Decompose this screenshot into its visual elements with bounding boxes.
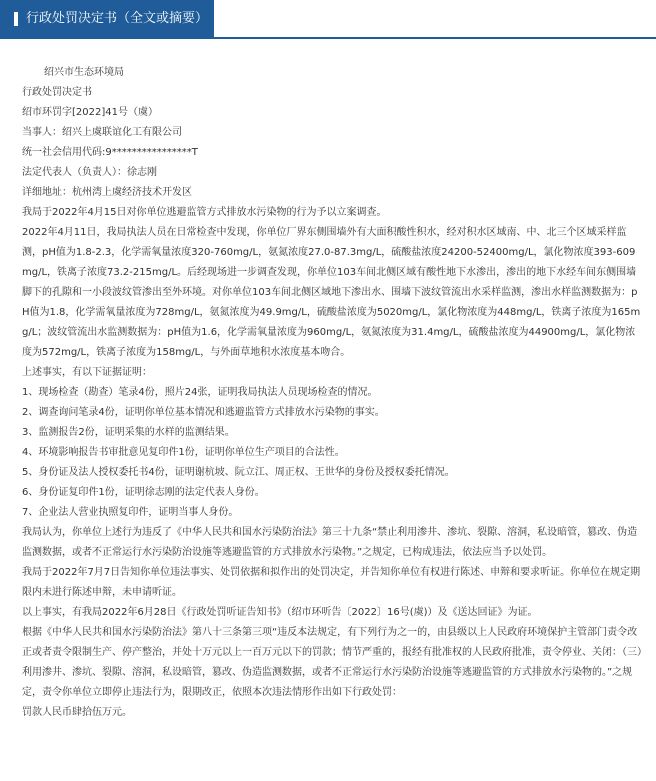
facts-paragraph: 2022年4月11日，我局执法人员在日常检查中发现，你单位厂界东侧围墙外有大面积酸性积水，经对积水区域南、中、北三个区域采样监测，pH值为1.8-2.3，化学需氧量浓度320-760mg/L，氨氮浓度27.0-87.3mg/L，硫酸盐浓度24200-52400mg/L，氯化物浓度393-609mg/L，铁离子浓度73.2-215mg/L。后经现场进一步调查发现，你单位103车间北侧区域有酸性地下水渗出，渗出的地下水经车间东侧围墙脚下的孔隙和一小段波纹管渗出至外环境。对你单位103车间北侧区域地下渗出水、围墙下波纹管流出水采样监测，渗出水样监测数据为：pH值为1.8，化学需氧量浓度为728mg/L，氨氮浓度为49.9mg/L，硫酸盐浓度为5020mg/L，氯化物浓度为448mg/L，铁离子浓度为165mg/L；波纹管流出水监测数据为：pH值为1.6，化学需氧量浓度为960mg/L，氨氮浓度为31.4mg/L，硫酸盐浓度为44900mg/L，氯化物浓度为572mg/L，铁离子浓度为158mg/L，与外面草地积水浓度基本吻合。 bbox=[22, 227, 641, 358]
page-header bbox=[0, 0, 656, 40]
credit-code: 统一社会信用代码:9****************T bbox=[22, 147, 198, 158]
title-bar-marker bbox=[14, 12, 18, 26]
evidence-item: 7、企业法人营业执照复印件，证明当事人身份。 bbox=[22, 507, 239, 518]
penalty-basis-paragraph: 根据《中华人民共和国水污染防治法》第八十三条第三项“违反本法规定，有下列行为之一的，由县级以上人民政府环境保护主管部门责令改正或者责令限制生产、停产整治，并处十万元以上一百万元以下的罚款；情节严重的，报经有批准权的人民政府批准，责令停业、关闭：（三）利用渗井、渗坑、裂隙、溶洞，私设暗管，篡改、伪造监测数据，或者不正常运行水污染防治设施等逃避监管的方式排放水污染物的。”之规定，责令你单位立即停止违法行为，限期改正，依照本次违法情形作出如下行政处罚： bbox=[22, 627, 642, 698]
document-body bbox=[22, 63, 644, 723]
section-title-tab bbox=[0, 0, 214, 37]
hearing-notice-paragraph: 以上事实，有我局2022年6月28日《行政处罚听证告知书》（绍市环听告〔2022〕16号(虞)）及《送达回证》为证。 bbox=[22, 607, 538, 618]
evidence-item: 5、身份证及法人授权委托书4份，证明谢杭坡、阮立江、周正权、王世华的身份及授权委托情况。 bbox=[22, 467, 455, 478]
evidence-item: 4、环境影响报告书审批意见复印件1份，证明你单位生产项目的合法性。 bbox=[22, 447, 345, 458]
document-number: 绍市环罚字[2022]41号（虞） bbox=[22, 107, 158, 118]
section-title: 行政处罚决定书（全文或摘要） bbox=[26, 11, 209, 26]
party-name: 当事人：绍兴上虞联谊化工有限公司 bbox=[22, 127, 182, 138]
evidence-item: 6、身份证复印件1份，证明徐志刚的法定代表人身份。 bbox=[22, 487, 265, 498]
case-filing-paragraph: 我局于2022年4月15日对你单位逃避监管方式排放水污染物的行为予以立案调查。 bbox=[22, 207, 387, 218]
notification-paragraph: 我局于2022年7月7日告知你单位违法事实、处罚依据和拟作出的处罚决定，并告知你单位有权进行陈述、申辩和要求听证。你单位在规定期限内未进行陈述申辩，未申请听证。 bbox=[22, 567, 641, 598]
legal-representative: 法定代表人（负责人）：徐志刚 bbox=[22, 167, 157, 178]
header-underline bbox=[0, 37, 656, 39]
address: 详细地址：杭州湾上虞经济技术开发区 bbox=[22, 187, 192, 198]
violation-finding: 我局认为，你单位上述行为违反了《中华人民共和国水污染防治法》第三十九条“禁止利用渗井、渗坑、裂隙、溶洞，私设暗管，篡改、伪造监测数据，或者不正常运行水污染防治设施等逃避监管的方式排放水污染物。”之规定，已构成违法，依法应当予以处罚。 bbox=[22, 527, 638, 558]
evidence-intro: 上述事实，有以下证据证明： bbox=[22, 367, 152, 378]
evidence-item: 2、调查询问笔录4份，证明你单位基本情况和逃避监管方式排放水污染物的事实。 bbox=[22, 407, 385, 418]
penalty-amount: 罚款人民币肆拾伍万元。 bbox=[22, 707, 132, 718]
document-type: 行政处罚决定书 bbox=[22, 87, 92, 98]
evidence-item: 1、现场检查（勘查）笔录4份，照片24张，证明我局执法人员现场检查的情况。 bbox=[22, 387, 378, 398]
issuing-authority: 绍兴市生态环境局 bbox=[44, 67, 124, 78]
evidence-item: 3、监测报告2份，证明采集的水样的监测结果。 bbox=[22, 427, 235, 438]
